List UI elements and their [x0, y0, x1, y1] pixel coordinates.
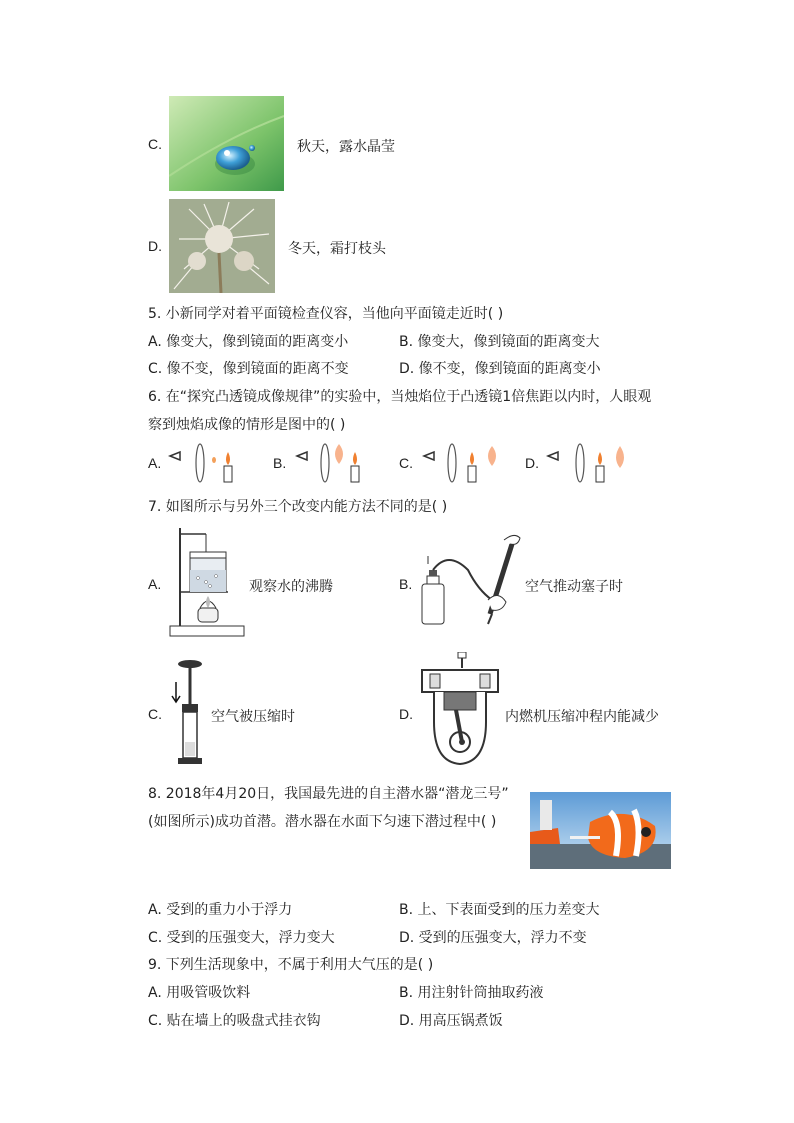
- submersible-photo: [530, 792, 671, 869]
- q6-option-c-diagram: [420, 442, 506, 484]
- q8-option-b: B. 上、下表面受到的压力差变大: [399, 902, 600, 918]
- q7-option-d-text: 内燃机压缩冲程内能减少: [505, 709, 659, 725]
- q5-option-b: B. 像变大，像到镜面的距离变大: [399, 334, 600, 350]
- q5-option-a: A. 像变大，像到镜面的距离变小: [148, 334, 349, 350]
- q7-option-c-text: 空气被压缩时: [211, 709, 295, 725]
- q7-option-b-letter: B.: [399, 576, 413, 592]
- q7-option-d-letter: D.: [399, 706, 413, 722]
- q6-option-a-letter: A.: [148, 455, 162, 471]
- q7-option-a-text: 观察水的沸腾: [249, 579, 333, 595]
- q6-option-a-diagram: [166, 442, 238, 484]
- q6-stem-line2: 察到烛焰成像的情形是图中的( ): [148, 417, 346, 433]
- q7-option-b-text: 空气推动塞子时: [525, 579, 623, 595]
- q5-option-d: D. 像不变，像到镜面的距离变小: [399, 361, 601, 377]
- q8-option-c: C. 受到的压强变大，浮力变大: [148, 930, 335, 946]
- q9-option-a: A. 用吸管吸饮料: [148, 985, 251, 1001]
- q7-stem: 7. 如图所示与另外三个改变内能方法不同的是( ): [148, 499, 448, 515]
- bottle-pump-apparatus: [418, 530, 528, 630]
- q9-option-c: C. 贴在墙上的吸盘式挂衣钩: [148, 1013, 321, 1029]
- q4-option-c-text: 秋天，露水晶莹: [297, 139, 395, 155]
- q7-option-c-letter: C.: [148, 706, 162, 722]
- q9-stem: 9. 下列生活现象中，不属于利用大气压的是( ): [148, 957, 434, 973]
- q8-option-d: D. 受到的压强变大，浮力不变: [399, 930, 587, 946]
- q7-option-a-letter: A.: [148, 576, 162, 592]
- q9-option-b: B. 用注射针筒抽取药液: [399, 985, 544, 1001]
- boiling-water-apparatus: [166, 522, 246, 640]
- frost-branch-photo: [169, 199, 275, 293]
- q6-option-d-letter: D.: [525, 455, 539, 471]
- q5-option-c: C. 像不变，像到镜面的距离不变: [148, 361, 349, 377]
- q6-option-d-diagram: [544, 442, 630, 484]
- q4-option-c-letter: C.: [148, 136, 162, 152]
- q6-option-c-letter: C.: [399, 455, 413, 471]
- q5-stem: 5. 小新同学对着平面镜检查仪容，当他向平面镜走近时( ): [148, 306, 504, 322]
- air-compression-cylinder: [166, 658, 206, 768]
- q6-option-b-letter: B.: [273, 455, 287, 471]
- q8-stem-line2: (如图所示)成功首潜。潜水器在水面下匀速下潜过程中( ): [148, 814, 497, 830]
- q8-option-a: A. 受到的重力小于浮力: [148, 902, 293, 918]
- q6-stem-line1: 6. 在“探究凸透镜成像规律”的实验中，当烛焰位于凸透镜1倍焦距以内时，人眼观: [148, 389, 652, 405]
- dew-drop-photo: [169, 96, 284, 191]
- q4-option-d-letter: D.: [148, 238, 162, 254]
- engine-compression-stroke: [418, 652, 502, 768]
- q9-option-d: D. 用高压锅煮饭: [399, 1013, 503, 1029]
- q4-option-d-text: 冬天，霜打枝头: [288, 241, 386, 257]
- q6-option-b-diagram: [293, 442, 365, 484]
- q8-stem-line1: 8. 2018年4月20日，我国最先进的自主潜水器“潜龙三号”: [148, 786, 509, 802]
